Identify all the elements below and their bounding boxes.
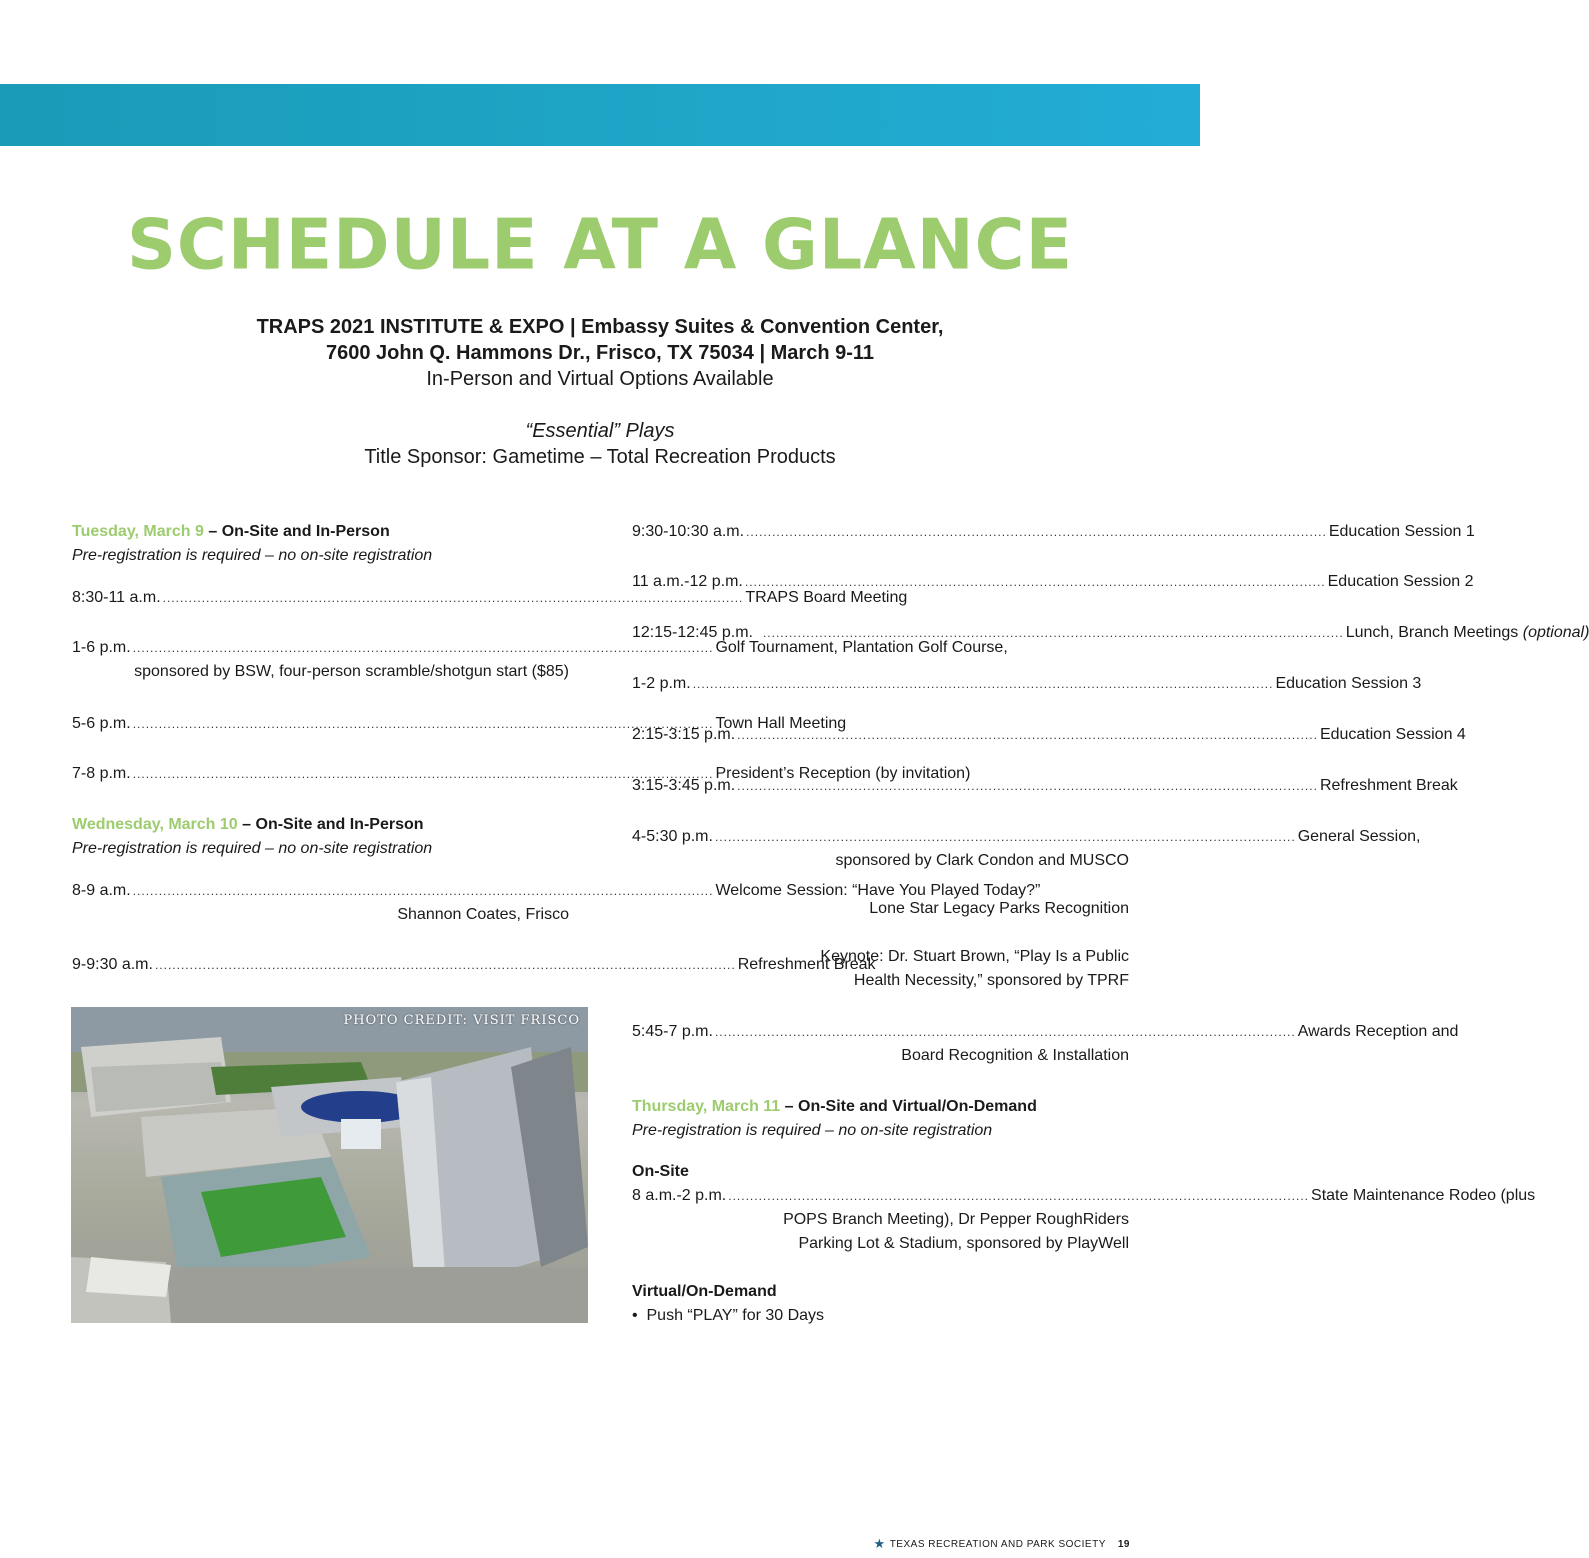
page-title: SCHEDULE AT A GLANCE [126, 205, 1074, 286]
schedule-item [632, 774, 1458, 798]
leader-dots: ...................................................................................................................................... [714, 1025, 1296, 1039]
star-icon: ★ [873, 1536, 886, 1551]
day-name: Tuesday, March 9 [72, 523, 204, 540]
schedule-event: Awards Reception and [1297, 1023, 1459, 1040]
schedule-time: 12:15-12:45 p.m. [632, 624, 753, 641]
schedule-time: 8 a.m.-2 p.m. [632, 1187, 727, 1204]
leader-dots: ...................................................................................................................................... [744, 575, 1326, 589]
schedule-time: 7-8 p.m. [72, 765, 131, 782]
schedule-item [72, 953, 876, 977]
schedule-event: Golf Tournament, Plantation Golf Course, [715, 639, 1008, 656]
schedule-time: 8-9 a.m. [72, 882, 131, 899]
schedule-item [632, 1184, 1536, 1208]
schedule-time: 9:30-10:30 a.m. [632, 523, 745, 540]
event-header-line-1: TRAPS 2021 INSTITUTE & EXPO | Embassy Suites & Convention Center, [256, 316, 944, 338]
event-header-line-3: In-Person and Virtual Options Available [426, 368, 774, 390]
theme-block [0, 418, 1200, 470]
leader-dots: ...................................................................................................................................... [132, 884, 714, 898]
schedule-event: Education Session 4 [1319, 726, 1466, 743]
aerial-photo-illustration [71, 1007, 588, 1323]
page-footer [874, 1536, 1130, 1552]
schedule-event [1346, 621, 1589, 645]
schedule-event-continued: Shannon Coates, Frisco [397, 906, 569, 923]
schedule-event: State Maintenance Rodeo (plus [1311, 1187, 1536, 1204]
schedule-event: President’s Reception (by invitation) [715, 765, 971, 782]
schedule-event: Education Session 2 [1327, 573, 1474, 590]
event-header-line-2: 7600 John Q. Hammons Dr., Frisco, TX 75034 | March 9-11 [325, 342, 875, 364]
day-heading-wednesday [72, 813, 569, 837]
leader-dots: ...................................................................................................................................... [714, 830, 1296, 844]
schedule-time: 11 a.m.-12 p.m. [632, 573, 743, 590]
leader-dots: ...................................................................................................................................... [132, 767, 714, 781]
schedule-event: Town Hall Meeting [715, 715, 847, 732]
day-heading-thursday [632, 1095, 1129, 1119]
keynote-line-2: Health Necessity,” sponsored by TPRF [853, 972, 1129, 989]
top-color-band [0, 84, 1200, 146]
leader-dots: ...................................................................................................................................... [737, 728, 1318, 742]
day-type: – On-Site and In-Person [237, 816, 424, 833]
keynote-line-1: Keynote: Dr. Stuart Brown, “Play Is a Public [820, 948, 1129, 965]
schedule-item [632, 621, 1589, 645]
schedule-item [632, 570, 1474, 594]
event-text: Lunch, Branch Meetings [1345, 624, 1519, 641]
leader-dots: ...................................................................................................................................... [162, 591, 744, 605]
schedule-right-column [632, 520, 1589, 1328]
event-header [0, 314, 1200, 392]
aerial-photo-frisco [71, 1007, 588, 1323]
title-sponsor: Title Sponsor: Gametime – Total Recreation Products [364, 446, 836, 468]
list-item: • Push “PLAY” for 30 Days [632, 1307, 825, 1324]
day-name: Wednesday, March 10 [72, 816, 238, 833]
schedule-event: Refreshment Break [1319, 777, 1458, 794]
event-optional: (optional) [1522, 624, 1589, 641]
schedule-event: TRAPS Board Meeting [745, 589, 908, 606]
schedule-item [72, 586, 908, 610]
schedule-event-continued: Board Recognition & Installation [901, 1047, 1129, 1064]
schedule-item [632, 1020, 1459, 1044]
virtual-item-text: Push “PLAY” for 30 Days [646, 1307, 825, 1324]
schedule-event: Refreshment Break [737, 956, 876, 973]
day-heading-tuesday [72, 520, 569, 544]
schedule-item [72, 636, 1008, 660]
schedule-item [72, 879, 1041, 903]
page-number: 19 [1117, 1538, 1130, 1550]
registration-note: Pre-registration is required – no on-site registration [632, 1122, 993, 1139]
day-name: Thursday, March 11 [632, 1098, 781, 1115]
leader-dots: ...................................................................................................................................... [132, 641, 714, 655]
schedule-time: 5:45-7 p.m. [632, 1023, 713, 1040]
schedule-event: Education Session 3 [1275, 675, 1422, 692]
photo-credit: PHOTO CREDIT: VISIT FRISCO [343, 1013, 580, 1028]
leader-dots: ...................................................................................................................................... [154, 958, 736, 972]
schedule-event-continued: sponsored by BSW, four-person scramble/shotgun start ($85) [134, 663, 569, 680]
leader-dots: ...................................................................................................................................... [737, 779, 1318, 793]
schedule-time: 5-6 p.m. [72, 715, 131, 732]
schedule-time: 4-5:30 p.m. [632, 828, 713, 845]
schedule-event: Welcome Session: “Have You Played Today?” [715, 882, 1041, 899]
schedule-event-continued: Parking Lot & Stadium, sponsored by PlayWell [798, 1235, 1129, 1252]
schedule-time: 9-9:30 a.m. [72, 956, 153, 973]
virtual-label: Virtual/On-Demand [632, 1283, 777, 1300]
schedule-time: 8:30-11 a.m. [72, 589, 161, 606]
leader-dots: ...................................................................................................................................... [132, 717, 714, 731]
schedule-event: General Session, [1297, 828, 1421, 845]
schedule-time: 1-6 p.m. [72, 639, 131, 656]
schedule-time: 1-2 p.m. [632, 675, 691, 692]
registration-note: Pre-registration is required – no on-site registration [72, 547, 433, 564]
schedule-item [632, 825, 1421, 849]
schedule-item [632, 723, 1466, 747]
leader-dots: ...................................................................................................................................... [692, 677, 1274, 691]
schedule-event: Education Session 1 [1328, 523, 1475, 540]
leader-dots: ...................................................................................................................................... [762, 626, 1344, 640]
schedule-event-continued: POPS Branch Meeting), Dr Pepper RoughRiders [783, 1211, 1129, 1228]
recognition-line: Lone Star Legacy Parks Recognition [869, 900, 1129, 917]
footer-org: TEXAS RECREATION AND PARK SOCIETY [889, 1538, 1106, 1550]
leader-dots: ...................................................................................................................................... [746, 525, 1327, 539]
theme-title: “Essential” Plays [525, 420, 675, 442]
schedule-item [632, 520, 1475, 544]
day-type: – On-Site and Virtual/On-Demand [780, 1098, 1037, 1115]
schedule-item [632, 672, 1422, 696]
leader-dots: ...................................................................................................................................... [728, 1189, 1310, 1203]
day-type: – On-Site and In-Person [203, 523, 390, 540]
schedule-time: 2:15-3:15 p.m. [632, 726, 736, 743]
onsite-label: On-Site [632, 1163, 689, 1180]
schedule-event-continued: sponsored by Clark Condon and MUSCO [835, 852, 1129, 869]
schedule-time: 3:15-3:45 p.m. [632, 777, 736, 794]
registration-note: Pre-registration is required – no on-site registration [72, 840, 433, 857]
